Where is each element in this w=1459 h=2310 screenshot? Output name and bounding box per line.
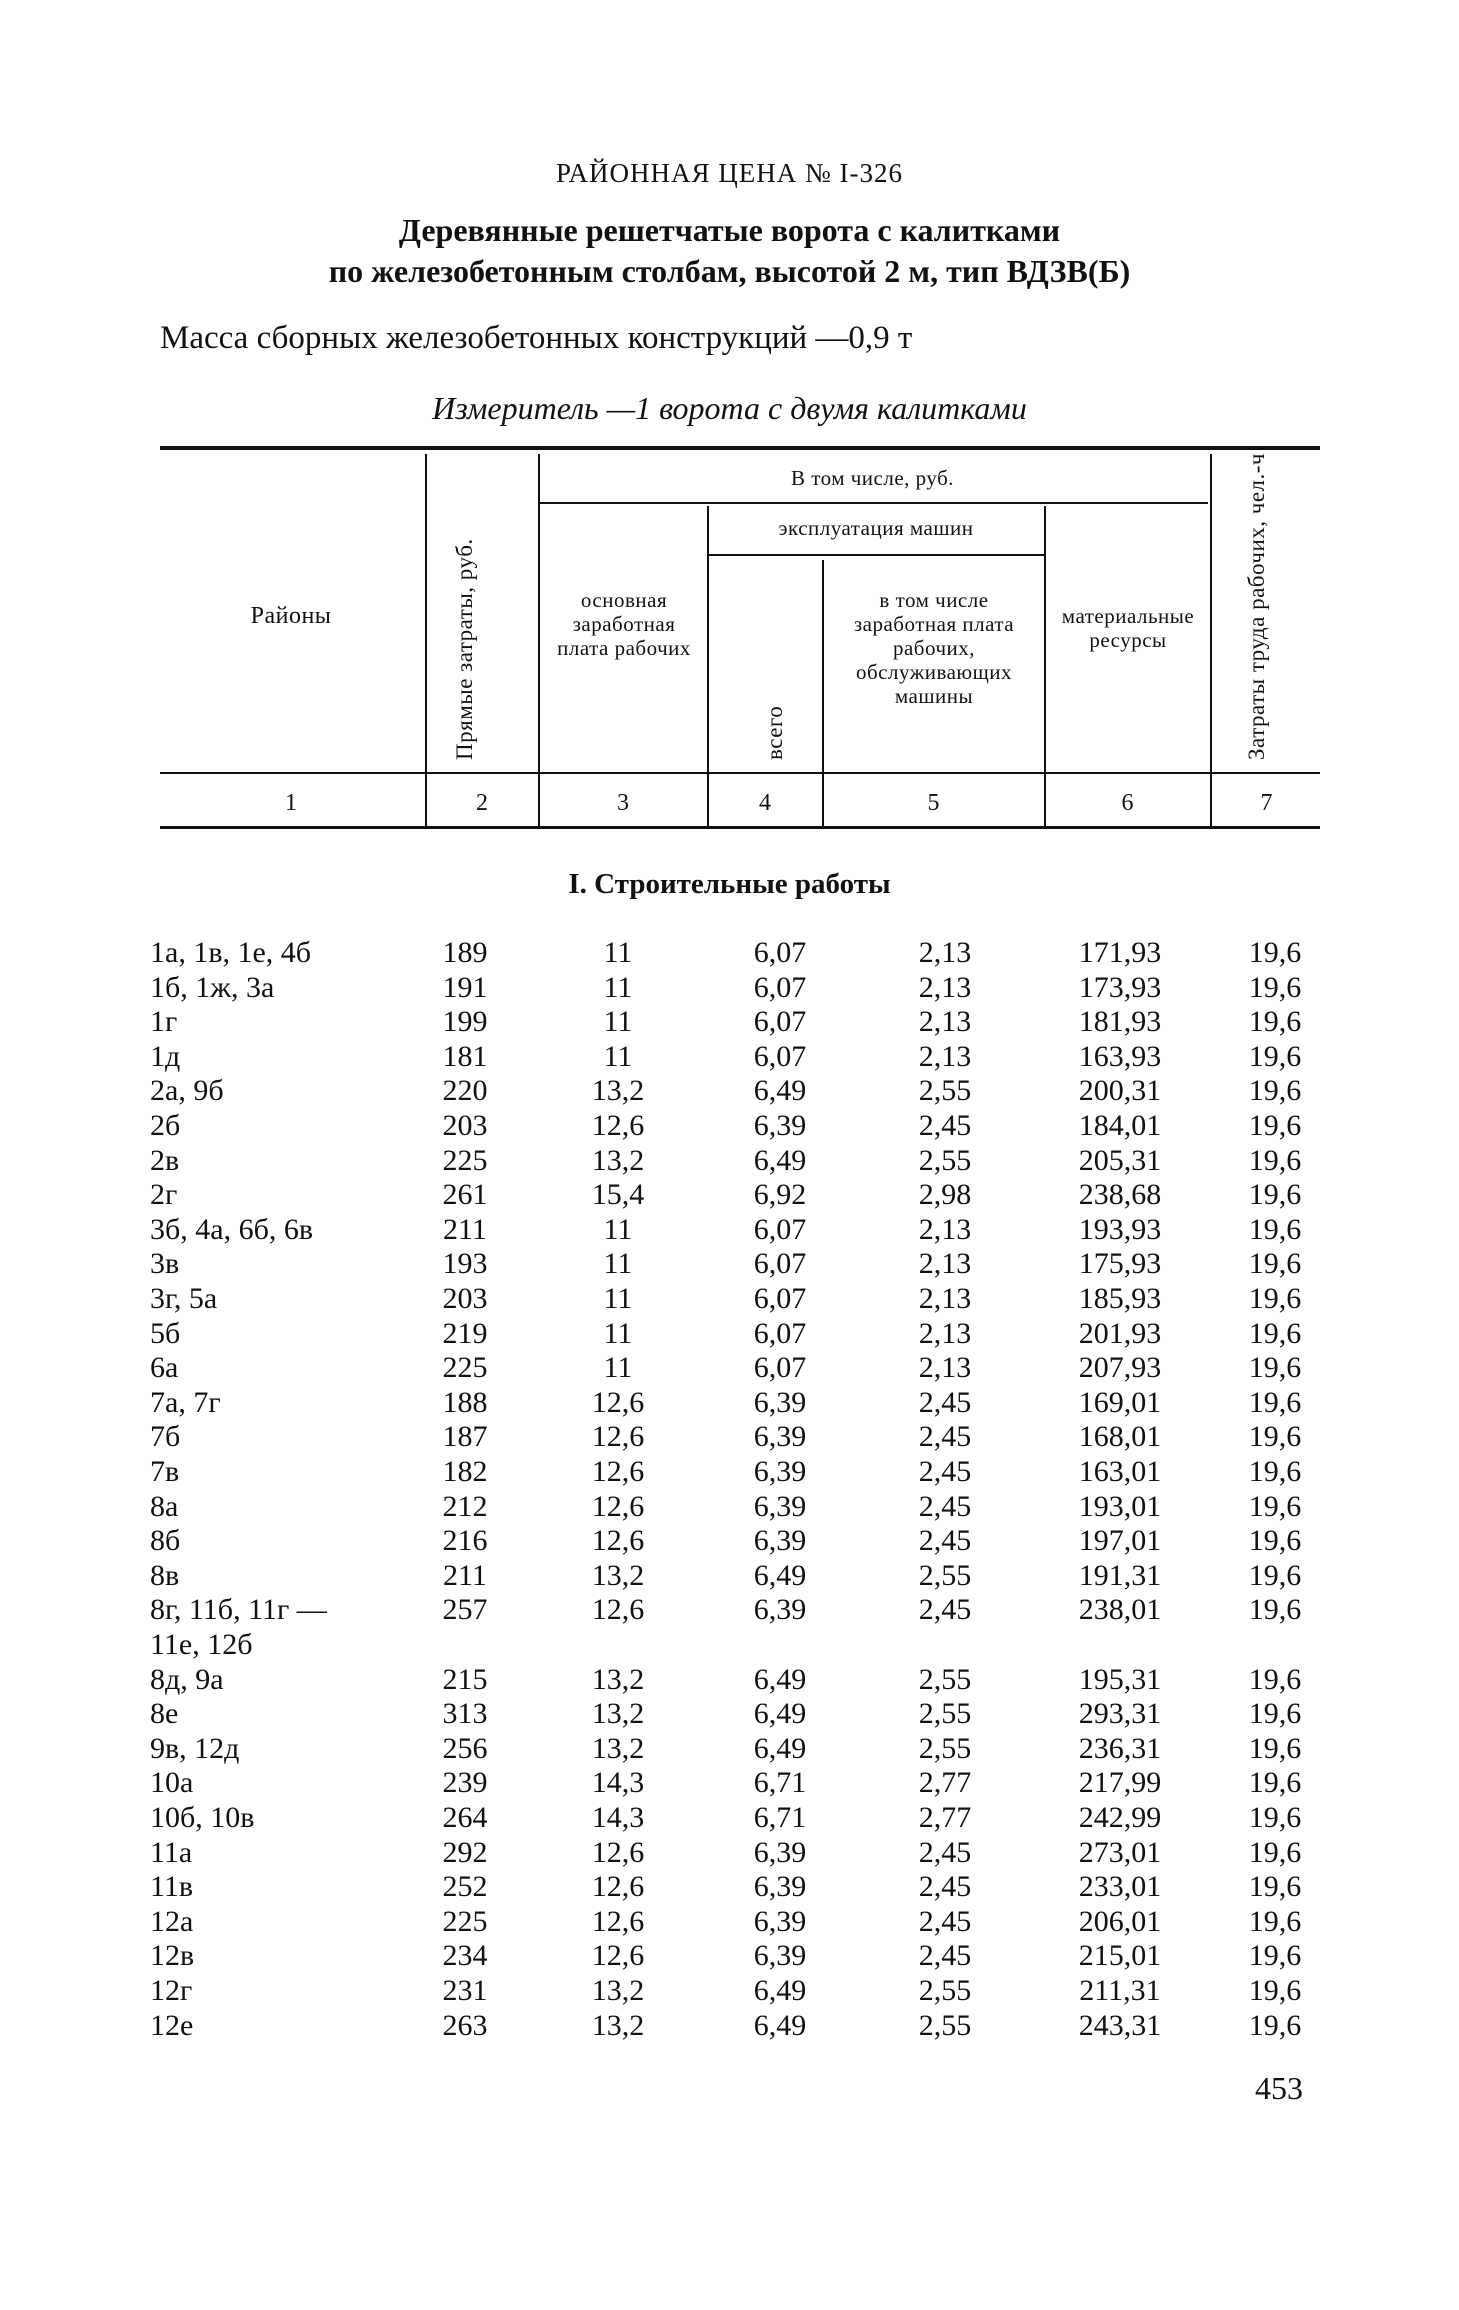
direct-costs-cell: 234: [442, 1939, 488, 1973]
machine-total-cell: 6,39: [753, 1385, 807, 1419]
region-cell: 2б: [150, 1109, 181, 1142]
divider-col-6: [1210, 454, 1212, 826]
materials-cell: 173,93: [1078, 970, 1162, 1004]
direct-costs-cell: 256: [442, 1731, 488, 1765]
column-number-5: 5: [927, 790, 940, 816]
header-machine-total: всего: [762, 705, 787, 760]
measure-unit-note: Измеритель —1 ворота с двумя калитками: [432, 390, 1027, 426]
materials-cell: 217,99: [1078, 1766, 1162, 1800]
column-number-1: 1: [285, 790, 297, 816]
region-cell: 1г: [150, 1005, 178, 1039]
direct-costs-cell: 189: [442, 936, 488, 969]
materials-cell: 197,01: [1078, 1524, 1162, 1558]
table-row: [0, 1040, 1459, 1075]
direct-costs-cell: 257: [442, 1593, 488, 1627]
machine-total-cell: 6,07: [753, 1212, 807, 1246]
header-labor: Затраты труда рабочих, чел.-ч: [1244, 453, 1269, 760]
base-wages-cell: 15,4: [591, 1178, 645, 1212]
materials-cell: 163,93: [1078, 1039, 1162, 1073]
price-title: РАЙОННАЯ ЦЕНА № I-326: [555, 158, 904, 188]
labor-cell: 19,6: [1248, 1801, 1302, 1834]
region-cell: 8д, 9а: [150, 1662, 224, 1696]
base-wages-cell: 12,6: [591, 1524, 645, 1558]
materials-cell: 207,93: [1078, 1351, 1162, 1385]
labor-cell: 19,6: [1248, 1697, 1302, 1731]
materials-cell: 273,01: [1078, 1835, 1162, 1869]
machine-total-cell: 6,39: [753, 1939, 807, 1973]
region-cell: 1а, 1в, 1е, 4б: [150, 936, 312, 969]
machine-total-cell: 6,49: [753, 2008, 807, 2042]
table-row: [0, 1317, 1459, 1352]
labor-cell: 19,6: [1248, 1939, 1302, 1973]
labor-cell: 19,6: [1248, 1455, 1302, 1488]
region-cell: 10а: [150, 1766, 194, 1800]
region-cell: 6а: [150, 1351, 179, 1385]
direct-costs-cell: 187: [442, 1420, 488, 1454]
column-number-7: 7: [1260, 790, 1273, 816]
materials-cell: 171,93: [1078, 936, 1162, 969]
machine-wages-cell: 2,98: [918, 1178, 972, 1212]
table-row: [0, 1593, 1459, 1628]
direct-costs-cell: 225: [442, 1143, 488, 1177]
direct-costs-cell: 191: [442, 970, 488, 1004]
direct-costs-cell: 215: [442, 1662, 488, 1696]
direct-costs-cell: 225: [442, 1904, 488, 1938]
machine-wages-cell: 2,45: [918, 1835, 972, 1869]
materials-cell: 236,31: [1078, 1731, 1162, 1765]
divider-col-4: [822, 560, 824, 826]
region-cell: 8е: [150, 1697, 179, 1731]
base-wages-cell: 13,2: [591, 1143, 645, 1177]
base-wages-cell: 11: [603, 1316, 633, 1350]
region-cell: 11в: [150, 1870, 194, 1904]
base-wages-cell: 14,3: [591, 1801, 645, 1834]
machine-wages-cell: 2,13: [918, 1282, 972, 1315]
column-number-3: 3: [617, 790, 629, 816]
materials-cell: 184,01: [1078, 1109, 1162, 1142]
region-cell: 1д: [150, 1039, 181, 1073]
region-cell: 10б, 10в: [150, 1801, 255, 1834]
table-row: [0, 1005, 1459, 1040]
table-row: [0, 1247, 1459, 1282]
table-row: [0, 2009, 1459, 2044]
base-wages-cell: 11: [603, 1005, 633, 1039]
labor-cell: 19,6: [1248, 1247, 1302, 1281]
materials-cell: 181,93: [1078, 1005, 1162, 1039]
materials-cell: 168,01: [1078, 1420, 1162, 1454]
machine-total-cell: 6,39: [753, 1109, 807, 1142]
header-materials: материальные ресурсы: [1061, 604, 1195, 652]
region-cell: 3в: [150, 1247, 180, 1281]
table-row: [0, 1836, 1459, 1871]
region-cell: 8б: [150, 1524, 181, 1558]
machine-wages-cell: 2,13: [918, 1247, 972, 1281]
region-cell: 8а: [150, 1489, 179, 1523]
table-row: [0, 1455, 1459, 1490]
table-row: [0, 1109, 1459, 1144]
labor-cell: 19,6: [1248, 1005, 1302, 1039]
machine-wages-cell: 2,45: [918, 1455, 972, 1488]
machine-wages-cell: 2,13: [918, 970, 972, 1004]
base-wages-cell: 11: [603, 1247, 633, 1281]
machine-total-cell: 6,39: [753, 1524, 807, 1558]
direct-costs-cell: 264: [442, 1801, 488, 1834]
direct-costs-cell: 211: [443, 1558, 487, 1592]
machine-wages-cell: 2,45: [918, 1939, 972, 1973]
machine-total-cell: 6,71: [753, 1766, 807, 1800]
machine-wages-cell: 2,55: [918, 1074, 972, 1108]
labor-cell: 19,6: [1248, 2008, 1302, 2042]
machine-wages-cell: 2,55: [918, 1662, 972, 1696]
machine-total-cell: 6,49: [753, 1662, 807, 1696]
region-cell: 2в: [150, 1143, 180, 1177]
direct-costs-cell: 181: [442, 1039, 488, 1073]
table-row: [0, 1697, 1459, 1732]
base-wages-cell: 14,3: [591, 1766, 645, 1800]
region-cell: 7а, 7г: [150, 1385, 221, 1419]
base-wages-cell: 12,6: [591, 1109, 645, 1142]
table-row: [0, 1074, 1459, 1109]
labor-cell: 19,6: [1248, 1904, 1302, 1938]
machine-total-cell: 6,39: [753, 1835, 807, 1869]
materials-cell: 191,31: [1078, 1558, 1162, 1592]
materials-cell: 206,01: [1078, 1904, 1162, 1938]
divider-col-1: [425, 454, 427, 826]
machine-total-cell: 6,07: [753, 936, 807, 969]
materials-cell: 238,68: [1078, 1178, 1162, 1212]
base-wages-cell: 11: [603, 1039, 633, 1073]
direct-costs-cell: 203: [442, 1109, 488, 1142]
table-row: [0, 936, 1459, 971]
machine-total-cell: 6,07: [753, 1316, 807, 1350]
column-number-6: 6: [1121, 790, 1134, 816]
machine-total-cell: 6,07: [753, 1351, 807, 1385]
table-row: [0, 1628, 1459, 1663]
materials-cell: 293,31: [1078, 1697, 1162, 1731]
direct-costs-cell: 231: [442, 1974, 488, 2007]
region-cell: 2г: [150, 1178, 178, 1212]
materials-cell: 200,31: [1078, 1074, 1162, 1108]
region-cell: 12е: [150, 2008, 194, 2042]
including-rule: [540, 502, 1208, 504]
table-top-rule: [160, 446, 1320, 450]
section-title: I. Строительные работы: [568, 868, 891, 900]
materials-cell: 242,99: [1078, 1801, 1162, 1834]
direct-costs-cell: 199: [442, 1005, 488, 1039]
base-wages-cell: 13,2: [591, 1662, 645, 1696]
materials-cell: 211,31: [1079, 1974, 1161, 2007]
machine-total-cell: 6,49: [753, 1143, 807, 1177]
labor-cell: 19,6: [1248, 1039, 1302, 1073]
machine-total-cell: 6,49: [753, 1558, 807, 1592]
machine-wages-cell: 2,45: [918, 1870, 972, 1904]
machine-wages-cell: 2,45: [918, 1593, 972, 1627]
table-row: [0, 1801, 1459, 1836]
machine-total-cell: 6,71: [753, 1801, 807, 1834]
base-wages-cell: 13,2: [591, 1074, 645, 1108]
labor-cell: 19,6: [1248, 1178, 1302, 1212]
machine-wages-cell: 2,45: [918, 1904, 972, 1938]
column-number-4: 4: [759, 790, 771, 816]
machine-total-cell: 6,49: [753, 1074, 807, 1108]
labor-cell: 19,6: [1248, 1143, 1302, 1177]
table-row: [0, 1905, 1459, 1940]
table-row: [0, 1178, 1459, 1213]
machine-wages-cell: 2,55: [918, 1697, 972, 1731]
machine-wages-cell: 2,13: [918, 936, 972, 969]
materials-cell: 195,31: [1078, 1662, 1162, 1696]
labor-cell: 19,6: [1248, 1351, 1302, 1385]
direct-costs-cell: 292: [442, 1835, 488, 1869]
machine-rule: [708, 554, 1044, 556]
region-cell: 11а: [150, 1835, 193, 1869]
labor-cell: 19,6: [1248, 1489, 1302, 1523]
labor-cell: 19,6: [1248, 1074, 1302, 1108]
materials-cell: 238,01: [1078, 1593, 1162, 1627]
machine-total-cell: 6,07: [753, 1282, 807, 1315]
table-row: [0, 1386, 1459, 1421]
materials-cell: 205,31: [1078, 1143, 1162, 1177]
header-including: В том числе, руб.: [790, 466, 955, 490]
machine-wages-cell: 2,45: [918, 1109, 972, 1142]
direct-costs-cell: 263: [442, 2008, 488, 2042]
table-row: [0, 1559, 1459, 1594]
machine-total-cell: 6,39: [753, 1455, 807, 1488]
machine-total-cell: 6,92: [753, 1178, 807, 1212]
labor-cell: 19,6: [1248, 1835, 1302, 1869]
region-cell: 2а, 9б: [150, 1074, 224, 1108]
direct-costs-cell: 261: [442, 1178, 488, 1212]
base-wages-cell: 11: [603, 1212, 633, 1246]
machine-total-cell: 6,49: [753, 1731, 807, 1765]
divider-col-5: [1044, 506, 1046, 826]
base-wages-cell: 11: [603, 936, 633, 969]
materials-cell: 175,93: [1078, 1247, 1162, 1281]
base-wages-cell: 13,2: [591, 1697, 645, 1731]
machine-total-cell: 6,07: [753, 1247, 807, 1281]
machine-wages-cell: 2,13: [918, 1351, 972, 1385]
base-wages-cell: 12,6: [591, 1420, 645, 1454]
direct-costs-cell: 220: [442, 1074, 488, 1108]
labor-cell: 19,6: [1248, 1766, 1302, 1800]
direct-costs-cell: 193: [442, 1247, 488, 1281]
materials-cell: 163,01: [1078, 1455, 1162, 1488]
labor-cell: 19,6: [1248, 936, 1302, 969]
table-row: [0, 1213, 1459, 1248]
direct-costs-cell: 203: [442, 1282, 488, 1315]
machine-wages-cell: 2,45: [918, 1385, 972, 1419]
table-row: [0, 1420, 1459, 1455]
direct-costs-cell: 313: [442, 1697, 488, 1731]
base-wages-cell: 11: [603, 1351, 633, 1385]
direct-costs-cell: 252: [442, 1870, 488, 1904]
materials-cell: 243,31: [1078, 2008, 1162, 2042]
machine-wages-cell: 2,13: [918, 1316, 972, 1350]
header-base-wages: основная заработная плата рабочих: [557, 588, 691, 660]
mass-note: Масса сборных железобетонных конструкций —0,9 т: [160, 320, 913, 356]
region-cell: 3г, 5а: [150, 1282, 218, 1315]
region-cell: 11е, 12б: [150, 1628, 253, 1661]
machine-wages-cell: 2,55: [918, 1731, 972, 1765]
direct-costs-cell: 225: [442, 1351, 488, 1385]
materials-cell: 185,93: [1078, 1282, 1162, 1315]
base-wages-cell: 13,2: [591, 1974, 645, 2007]
direct-costs-cell: 239: [442, 1766, 488, 1800]
materials-cell: 201,93: [1078, 1316, 1162, 1350]
materials-cell: 215,01: [1078, 1939, 1162, 1973]
machine-total-cell: 6,39: [753, 1870, 807, 1904]
machine-wages-cell: 2,77: [918, 1766, 972, 1800]
region-cell: 8г, 11б, 11г —: [150, 1593, 327, 1627]
header-regions: Районы: [250, 603, 332, 629]
column-number-2: 2: [476, 790, 488, 816]
labor-cell: 19,6: [1248, 970, 1302, 1004]
labor-cell: 19,6: [1248, 1212, 1302, 1246]
labor-cell: 19,6: [1248, 1731, 1302, 1765]
region-cell: 8в: [150, 1558, 180, 1592]
machine-total-cell: 6,07: [753, 1005, 807, 1039]
direct-costs-cell: 211: [443, 1212, 487, 1246]
base-wages-cell: 12,6: [591, 1939, 645, 1973]
direct-costs-cell: 212: [442, 1489, 488, 1523]
machine-total-cell: 6,39: [753, 1593, 807, 1627]
machine-wages-cell: 2,45: [918, 1524, 972, 1558]
header-machine-wages: в том числе заработная плата рабочих, обслуживающих машины: [853, 588, 1015, 708]
region-cell: 7в: [150, 1455, 180, 1488]
labor-cell: 19,6: [1248, 1316, 1302, 1350]
machine-wages-cell: 2,45: [918, 1420, 972, 1454]
labor-cell: 19,6: [1248, 1870, 1302, 1904]
table-row: [0, 1282, 1459, 1317]
table-row: [0, 1870, 1459, 1905]
base-wages-cell: 12,6: [591, 1455, 645, 1488]
machine-wages-cell: 2,77: [918, 1801, 972, 1834]
machine-wages-cell: 2,55: [918, 2008, 972, 2042]
table-row: [0, 1351, 1459, 1386]
machine-total-cell: 6,39: [753, 1904, 807, 1938]
machine-total-cell: 6,39: [753, 1420, 807, 1454]
region-cell: 5б: [150, 1316, 181, 1350]
region-cell: 12г: [150, 1974, 193, 2007]
machine-wages-cell: 2,13: [918, 1039, 972, 1073]
base-wages-cell: 13,2: [591, 2008, 645, 2042]
table-row: [0, 1490, 1459, 1525]
divider-col-2: [538, 454, 540, 826]
machine-wages-cell: 2,45: [918, 1489, 972, 1523]
direct-costs-cell: 219: [442, 1316, 488, 1350]
labor-cell: 19,6: [1248, 1974, 1302, 2007]
table-row: [0, 1732, 1459, 1767]
table-row: [0, 1974, 1459, 2009]
table-row: [0, 971, 1459, 1006]
page-number: 453: [1255, 2070, 1303, 2106]
machine-wages-cell: 2,13: [918, 1005, 972, 1039]
labor-cell: 19,6: [1248, 1593, 1302, 1627]
region-cell: 7б: [150, 1420, 181, 1454]
base-wages-cell: 13,2: [591, 1731, 645, 1765]
region-cell: 9в, 12д: [150, 1731, 240, 1765]
machine-total-cell: 6,07: [753, 1039, 807, 1073]
base-wages-cell: 12,6: [591, 1489, 645, 1523]
machine-total-cell: 6,49: [753, 1974, 807, 2007]
machine-wages-cell: 2,13: [918, 1212, 972, 1246]
region-cell: 1б, 1ж, 3а: [150, 970, 275, 1004]
base-wages-cell: 12,6: [591, 1593, 645, 1627]
machine-total-cell: 6,49: [753, 1697, 807, 1731]
table-row: [0, 1144, 1459, 1179]
materials-cell: 169,01: [1078, 1385, 1162, 1419]
region-cell: 3б, 4а, 6б, 6в: [150, 1212, 314, 1246]
machine-wages-cell: 2,55: [918, 1143, 972, 1177]
materials-cell: 193,01: [1078, 1489, 1162, 1523]
base-wages-cell: 11: [603, 970, 633, 1004]
header-bottom-rule: [160, 772, 1320, 774]
labor-cell: 19,6: [1248, 1662, 1302, 1696]
direct-costs-cell: 188: [442, 1385, 488, 1419]
labor-cell: 19,6: [1248, 1282, 1302, 1315]
divider-col-3: [707, 506, 709, 826]
column-number-rule: [160, 826, 1320, 829]
header-direct-costs: Прямые затраты, руб.: [452, 538, 477, 760]
direct-costs-cell: 182: [442, 1455, 488, 1488]
labor-cell: 19,6: [1248, 1524, 1302, 1558]
table-row: [0, 1663, 1459, 1698]
machine-total-cell: 6,07: [753, 970, 807, 1004]
labor-cell: 19,6: [1248, 1420, 1302, 1454]
table-row: [0, 1766, 1459, 1801]
region-cell: 12а: [150, 1904, 194, 1938]
direct-costs-cell: 216: [442, 1524, 488, 1558]
base-wages-cell: 12,6: [591, 1385, 645, 1419]
base-wages-cell: 12,6: [591, 1835, 645, 1869]
base-wages-cell: 12,6: [591, 1870, 645, 1904]
table-row: [0, 1524, 1459, 1559]
materials-cell: 233,01: [1078, 1870, 1162, 1904]
materials-cell: 193,93: [1078, 1212, 1162, 1246]
base-wages-cell: 11: [603, 1282, 633, 1315]
base-wages-cell: 13,2: [591, 1558, 645, 1592]
labor-cell: 19,6: [1248, 1109, 1302, 1142]
base-wages-cell: 12,6: [591, 1904, 645, 1938]
labor-cell: 19,6: [1248, 1385, 1302, 1419]
table-row: [0, 1939, 1459, 1974]
document-title-line2: по железобетонным столбам, высотой 2 м, тип ВДЗВ(Б): [328, 253, 1131, 289]
document-title-line1: Деревянные решетчатые ворота с калитками: [398, 212, 1061, 248]
machine-wages-cell: 2,55: [918, 1974, 972, 2007]
region-cell: 12в: [150, 1939, 195, 1973]
header-machine-operation: эксплуатация машин: [778, 516, 974, 540]
machine-wages-cell: 2,55: [918, 1558, 972, 1592]
machine-total-cell: 6,39: [753, 1489, 807, 1523]
labor-cell: 19,6: [1248, 1558, 1302, 1592]
